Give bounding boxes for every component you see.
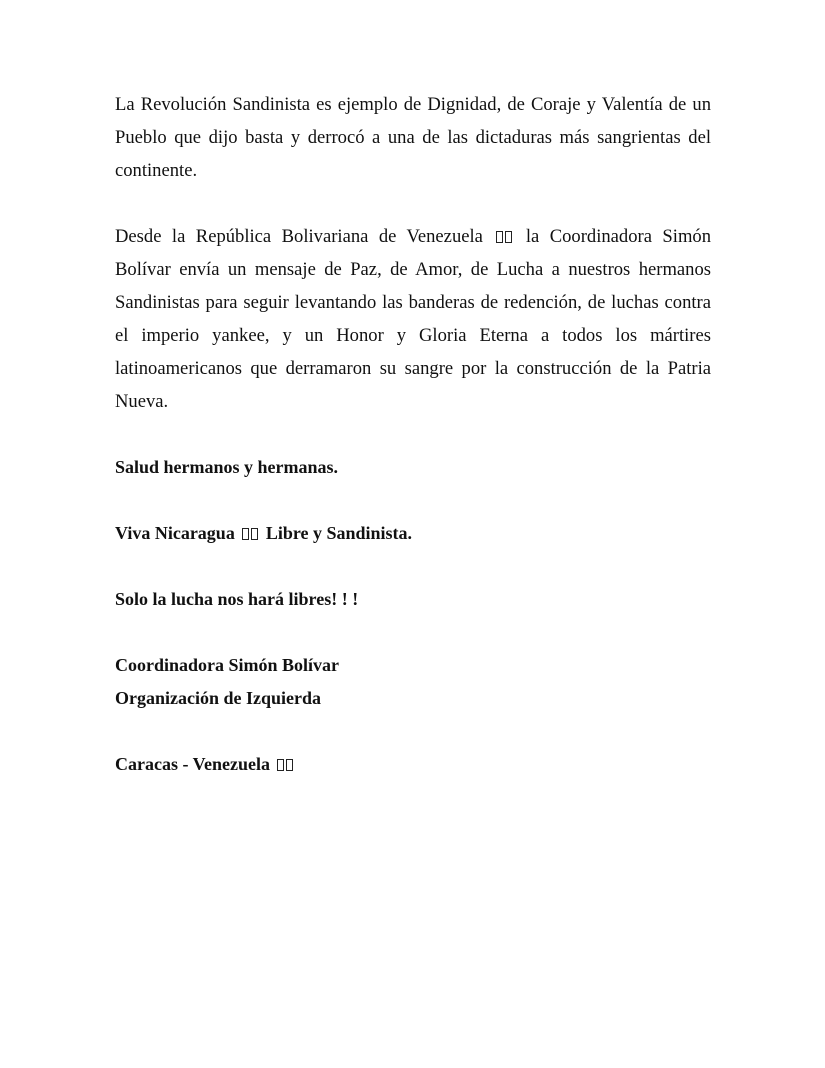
paragraph-revolution: La Revolución Sandinista es ejemplo de Dignidad, de Coraje y Valentía de un Pueblo que dijo basta y derrocó a una de las dictaduras más sangrientas del continente. [115,94,711,181]
viva-nicaragua-suffix: Libre y Sandinista. [265,523,413,543]
paragraph-message [115,220,711,418]
letter-page [115,88,711,814]
paragraph-message-body: la Coordinadora Simón Bolívar envía un mensaje de Paz, de Amor, de Lucha a nuestros hermanos Sandinistas para seguir levantando las banderas de redención, de luchas contra el imperio yankee, y un Honor y Gloria Eterna a todos los mártires latinoamericanos que derramaron su sangre por la construcción de la Patria Nueva. [115,226,711,412]
viva-nicaragua-line [115,517,711,550]
nicaragua-flag-missing-glyph-icon [241,517,259,550]
location-text: Caracas - Venezuela [115,754,270,774]
greeting: Salud hermanos y hermanas. [115,457,339,477]
viva-nicaragua-text: Viva Nicaragua [115,523,235,543]
location-line [115,748,711,781]
signature-subtitle: Organización de Izquierda [115,688,321,708]
venezuela-flag-missing-glyph-icon-2 [276,748,294,781]
slogan: Solo la lucha nos hará libres! ! ! [115,589,359,609]
signature-organization: Coordinadora Simón Bolívar [115,655,340,675]
paragraph-message-intro: Desde la República Bolivariana de Venezuela [115,226,483,247]
venezuela-flag-missing-glyph-icon [495,220,513,253]
